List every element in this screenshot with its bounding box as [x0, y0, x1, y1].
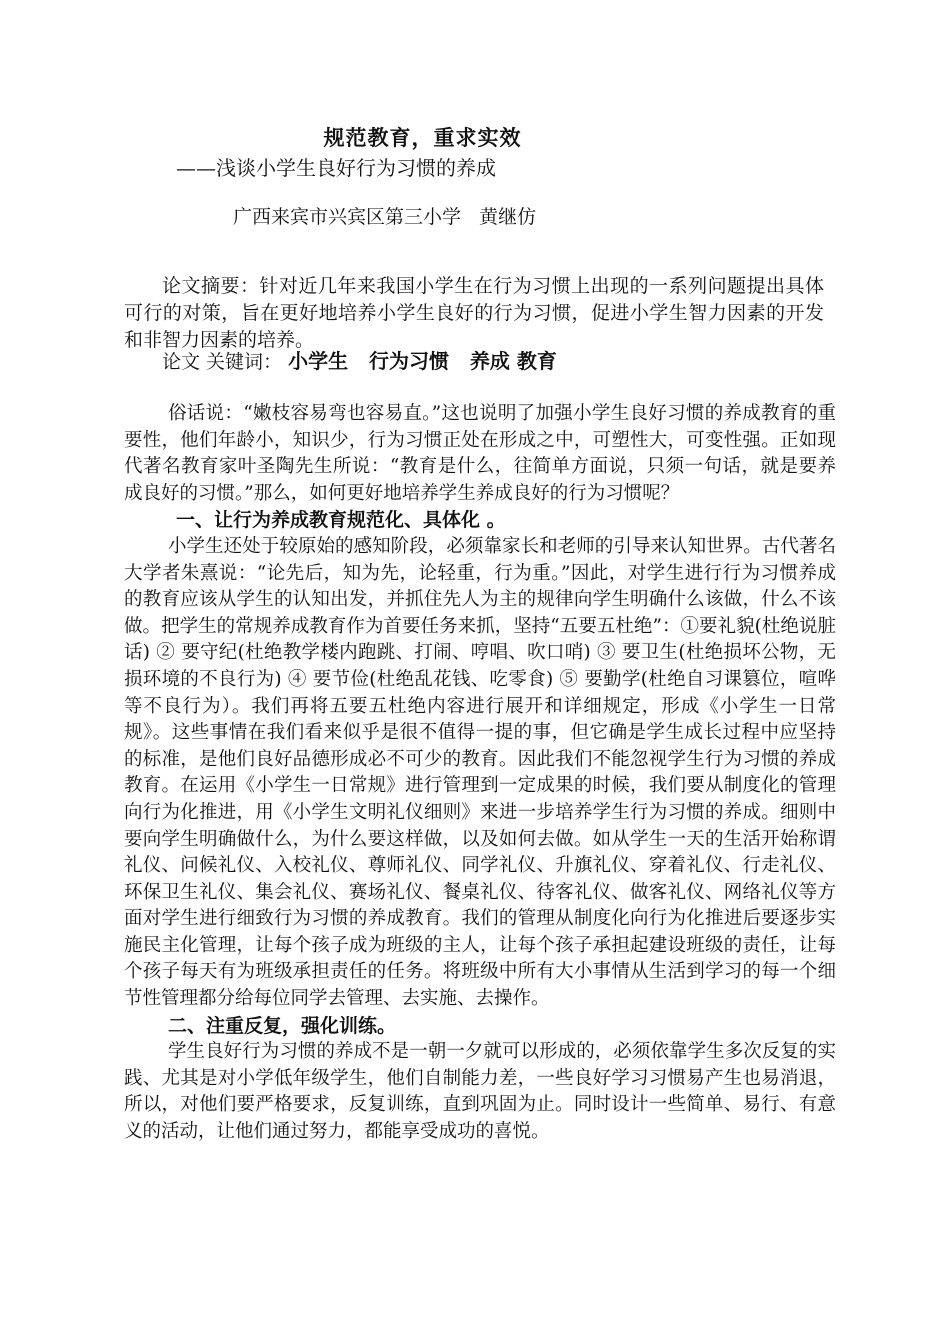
document-title: 规范教育，重求实效: [323, 125, 522, 150]
keywords-line: [162, 347, 557, 376]
intro-paragraph: 俗话说：“嫩枝容易弯也容易直。”这也说明了加强小学生良好习惯的养成教育的重要性，他们年龄小，知识少，行为习惯正处在形成之中，可塑性大，可变性强。正如现代著名教育家叶圣陶先生所说：“教育是什么，往简单方面说，只须一句话，就是要养成良好的习惯。”那么，如何更好地培养学生养成良好的行为习惯呢？: [124, 403, 836, 504]
section-2-heading: 二、注重反复，强化训练。: [168, 1014, 397, 1037]
section-1-paragraph: 小学生还处于较原始的感知阶段，必须靠家长和老师的引导来认知世界。古代著名大学者朱熹说：“论先后，知为先，论轻重，行为重。”因此，对学生进行行为习惯养成的教育应该从学生的认知出发，并抓住先人为主的规律向学生明确什么该做，什么不该做。把学生的常规养成教育作为首要任务来抓，坚持“五要五杜绝”：①要礼貌(杜绝说脏话) ② 要守纪(杜绝教学楼内跑跳、打闹、哼唱、吹口哨) ③ 要卫生(杜绝损坏公物，无损环境的不良行为) ④ 要节俭(杜绝乱花钱、吃零食) ⑤ 要勤学(杜绝自习课篡位，喧哗等不良行为）。我们再将五要五杜绝内容进行展开和详细规定，形成《小学生一日常规》。这些事情在我们看来似乎是很不值得一提的事，但它确是学生成长过程中应坚持的标准，是他们良好品德形成必不可少的教育。因此我们不能忽视学生行为习惯的养成教育。在运用《小学生一日常规》进行管理到一定成果的时候，我们要从制度化的管理向行为化推进，用《小学生文明礼仪细则》来进一步培养学生行为习惯的养成。细则中要向学生明确做什么，为什么要这样做，以及如何去做。如从学生一天的生活开始称谓礼仪、问候礼仪、入校礼仪、尊师礼仪、同学礼仪、升旗礼仪、穿着礼仪、行走礼仪、环保卫生礼仪、集会礼仪、赛场礼仪、餐桌礼仪、待客礼仪、做客礼仪、网络礼仪等方面对学生进行细致行为习惯的养成教育。我们的管理从制度化向行为化推进后要逐步实施民主化管理，让每个孩子成为班级的主人，让每个孩子承担起建设班级的责任，让每个孩子每天有为班级承担责任的任务。将班级中所有大小事情从生活到学习的每一个细节性管理都分给每位同学去管理、去实施、去操作。: [124, 535, 836, 1010]
document-body: [124, 401, 836, 1146]
keywords-value: 小学生 行为习惯 养成 教育: [288, 349, 557, 373]
abstract-paragraph: 论文摘要：针对近几年来我国小学生在行为习惯上出现的一系列问题提出具体可行的对策，旨在更好地培养小学生良好的行为习惯，促进小学生智力因素的开发和非智力因素的培养。: [124, 275, 824, 351]
document-subtitle: ——浅谈小学生良好行为习惯的养成: [176, 156, 496, 180]
section-2-paragraph: 学生良好行为习惯的养成不是一朝一夕就可以形成的，必须依靠学生多次反复的实践、尤其是对小学低年级学生，他们自制能力差，一些良好学习习惯易产生也易消退，所以，对他们要严格要求，反复训练，直到巩固为止。同时设计一些简单、易行、有意义的活动，让他们通过努力，都能享受成功的喜悦。: [124, 1041, 836, 1143]
section-1-heading: 一、让行为养成教育规范化、具体化 。: [176, 509, 506, 532]
keywords-label: 论文 关键词：: [162, 351, 289, 373]
author-line: 广西来宾市兴宾区第三小学 黄继仿: [233, 206, 537, 228]
